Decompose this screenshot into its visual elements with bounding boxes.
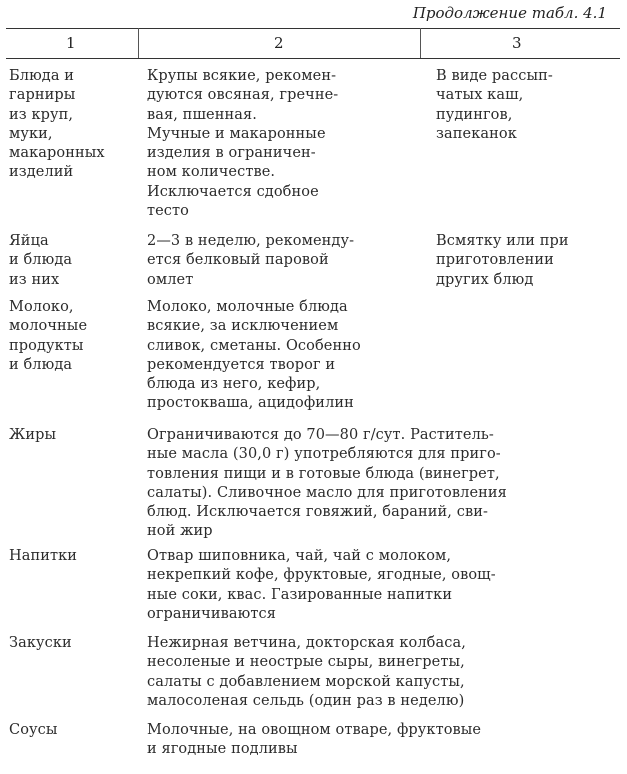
table-top-rule (6, 28, 620, 29)
row-recommendation: Нежирная ветчина, докторская колбаса, несоленые и неострые сыры, винегреты, салаты с добавлением морской капусты, малосоленая сельдь (один раз в неделю) (147, 635, 466, 709)
row-food-name: Молоко, молочные продукты и блюда (9, 299, 88, 373)
row-food-name: Соусы (9, 722, 58, 738)
row-recommendation: Отвар шиповника, чай, чай с молоком, некрепкий кофе, фруктовые, ягодные, овощ- ные соки, квас. Газированные напитки ограничиваются (147, 548, 496, 622)
row-food-name: Яйца и блюда из них (9, 233, 73, 288)
column-divider (138, 28, 139, 58)
table-caption: Продолжение табл. 4.1 (412, 4, 607, 22)
row-food-name: Жиры (9, 427, 57, 443)
row-recommendation: Молочные, на овощном отваре, фруктовые и ягодные подливы (147, 722, 482, 758)
row-food-name: Напитки (9, 548, 78, 564)
column-header-3: 3 (512, 34, 522, 52)
row-recommendation: Молоко, молочные блюда всякие, за исключением сливок, сметаны. Особенно рекомендуется творог и блюда из него, кефир, простокваша, ацидофилин (147, 299, 361, 412)
column-header-2: 2 (274, 34, 284, 52)
column-header-1: 1 (66, 34, 76, 52)
row-preparation: Всмятку или при приготовлении других блюд (436, 233, 569, 288)
row-recommendation: Ограничиваются до 70—80 г/сут. Раститель- ные масла (30,0 г) употребляются для приго- товления пищи и в готовые блюда (винегрет, салаты). Сливочное масло для приготовления блюд. Исключается говяжий, бараний, сви- ной жир (147, 427, 507, 540)
column-divider (420, 28, 421, 58)
row-food-name: Закуски (9, 635, 72, 651)
row-recommendation: Крупы всякие, рекомен- дуются овсяная, гречне- вая, пшенная. Мучные и макаронные изделия в ограничен- ном количестве. Исключается сдобное тесто (147, 68, 339, 220)
row-food-name: Блюда и гарниры из круп, муки, макаронных изделий (9, 68, 105, 181)
header-bottom-rule (6, 58, 620, 59)
row-preparation: В виде рассып- чатых каш, пудингов, запеканок (436, 68, 553, 142)
row-recommendation: 2—3 в неделю, рекоменду- ется белковый паровой омлет (147, 233, 355, 288)
